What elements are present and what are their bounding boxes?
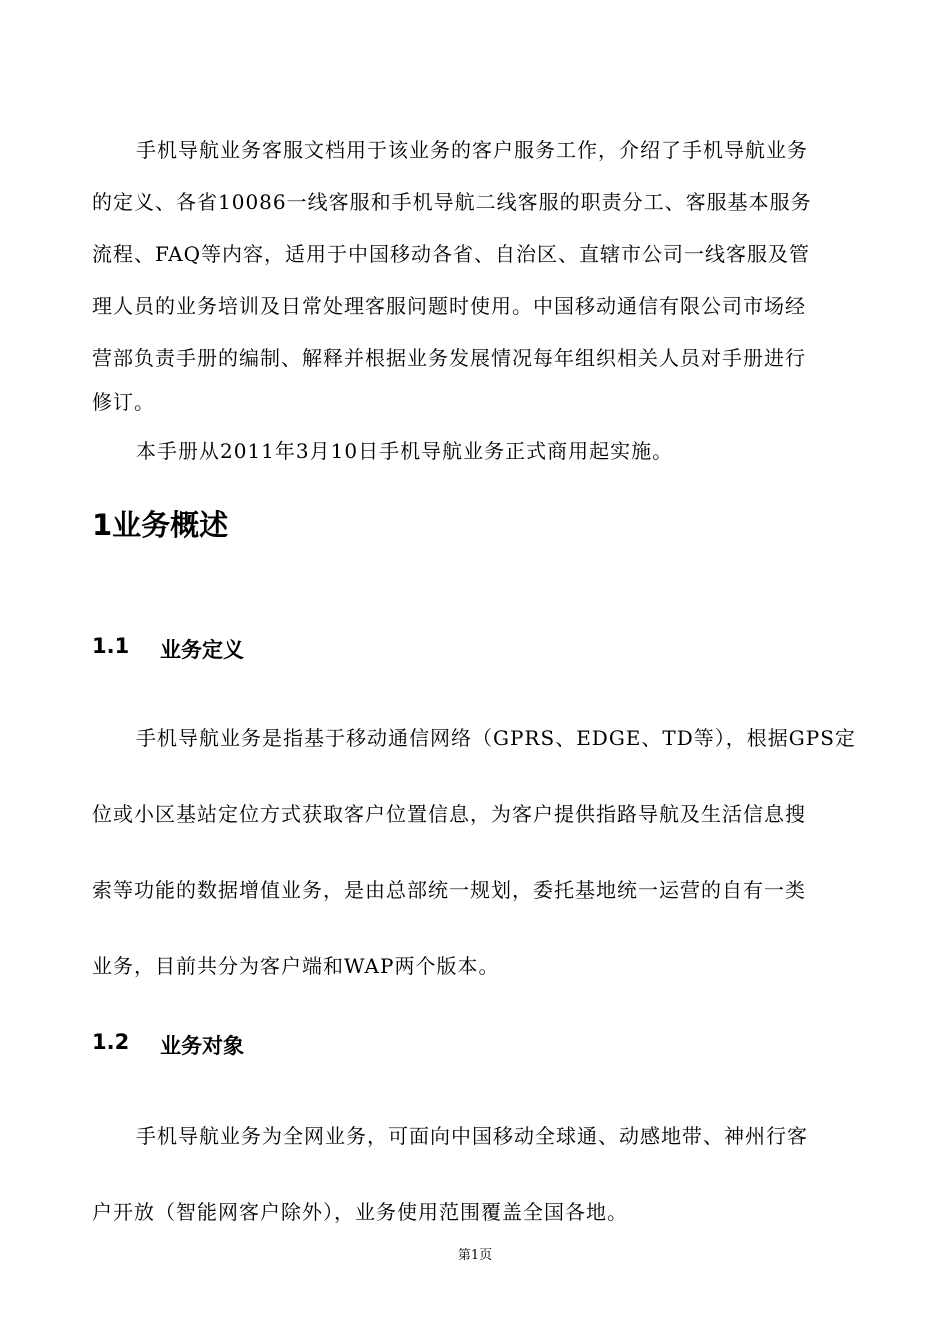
definition-line: 手机导航业务是指基于移动通信网络（GPRS、EDGE、TD等），根据GPS定 xyxy=(136,726,856,750)
effective-date-line: 本手册从2011年3月10日手机导航业务正式商用起实施。 xyxy=(136,439,674,463)
definition-line: 业务，目前共分为客户端和WAP两个版本。 xyxy=(92,954,500,978)
definition-line: 位或小区基站定位方式获取客户位置信息，为客户提供指路导航及生活信息搜 xyxy=(92,802,806,826)
subsection-title: 业务对象 xyxy=(160,1034,244,1058)
intro-line: 营部负责手册的编制、解释并根据业务发展情况每年组织相关人员对手册进行 xyxy=(92,346,806,370)
subsection-number: 1.1 xyxy=(92,634,130,658)
audience-line: 户开放（智能网客户除外），业务使用范围覆盖全国各地。 xyxy=(92,1200,628,1224)
section-heading: 1业务概述 xyxy=(92,508,229,542)
intro-line: 的定义、各省10086一线客服和手机导航二线客服的职责分工、客服基本服务 xyxy=(92,190,812,214)
subsection-title: 业务定义 xyxy=(160,638,244,662)
intro-line: 理人员的业务培训及日常处理客服问题时使用。中国移动通信有限公司市场经 xyxy=(92,294,806,318)
intro-line: 修订。 xyxy=(92,390,155,414)
subsection-number: 1.2 xyxy=(92,1030,130,1054)
intro-line: 手机导航业务客服文档用于该业务的客户服务工作，介绍了手机导航业务 xyxy=(136,138,808,162)
definition-line: 索等功能的数据增值业务，是由总部统一规划，委托基地统一运营的自有一类 xyxy=(92,878,806,902)
intro-line: 流程、FAQ等内容，适用于中国移动各省、自治区、直辖市公司一线客服及管 xyxy=(92,242,810,266)
audience-line: 手机导航业务为全网业务，可面向中国移动全球通、动感地带、神州行客 xyxy=(136,1124,808,1148)
page-number: 第1页 xyxy=(457,1248,493,1263)
